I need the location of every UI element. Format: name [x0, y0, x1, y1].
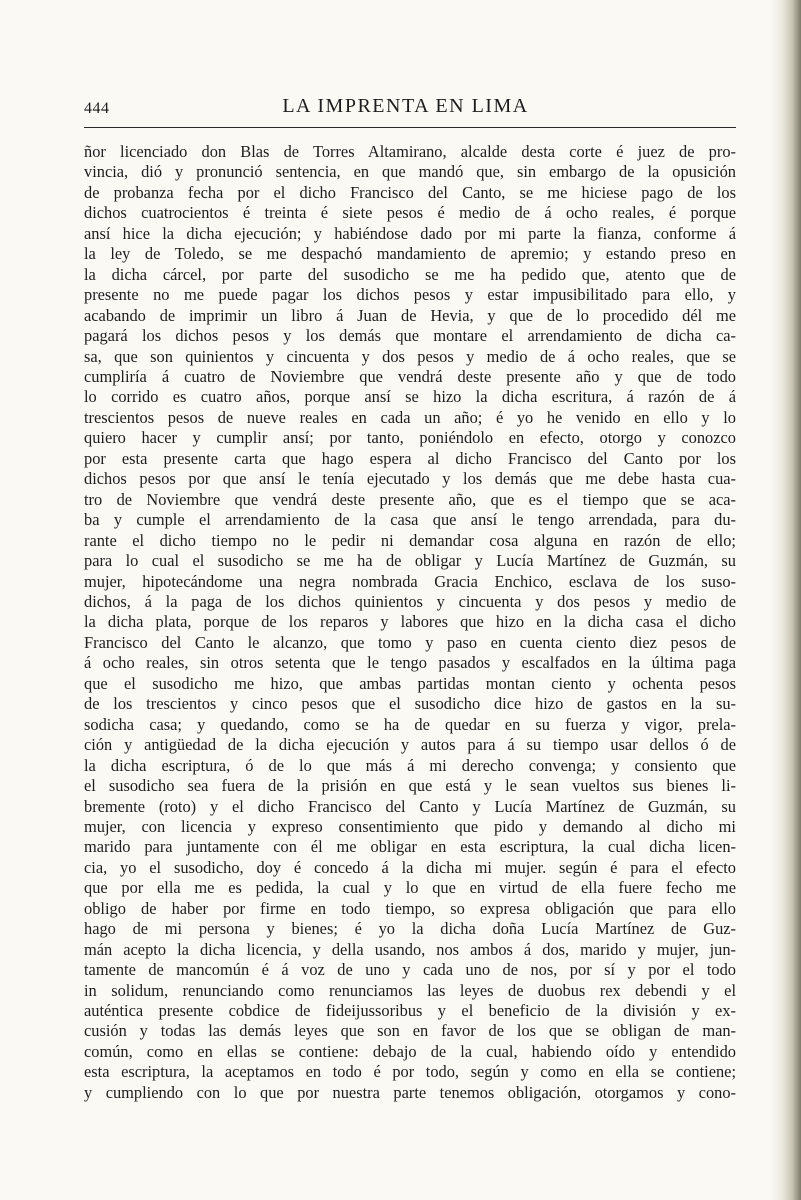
text-line: á ocho reales, sin otros setenta que le tengo pasados y escalfados en la última paga — [84, 653, 736, 673]
text-line: obligo de haber por firme en todo tiempo, so expresa obligación que para ello — [84, 898, 736, 918]
text-line: la dicha plata, porque de los reparos y labores que hizo en la dicha casa el dicho — [84, 612, 736, 632]
text-line: mán acepto la dicha licencia, y della usando, nos ambos á dos, marido y mujer, jun- — [84, 939, 736, 959]
text-line: dichos, á la paga de los dichos quinientos y cincuenta y dos pesos y medio de — [84, 591, 736, 611]
text-line: quiero hacer y cumplir ansí; por tanto, poniéndolo en efecto, otorgo y conozco — [84, 428, 736, 448]
text-line: por esta presente carta que hago espera al dicho Francisco del Canto por los — [84, 448, 736, 468]
text-line: sa, que son quinientos y cincuenta y dos pesos y medio de á ocho reales, que se — [84, 346, 736, 366]
text-line: ñor licenciado don Blas de Torres Altamirano, alcalde desta corte é juez de pro- — [84, 142, 736, 161]
text-line: la dicha escriptura, ó de lo que más á mi derecho convenga; y consiento que — [84, 755, 736, 775]
text-line: rante el dicho tiempo no le pedir ni demandar cosa alguna en razón de ello; — [84, 530, 736, 550]
text-line: lo corrido es cuatro años, porque ansí se hizo la dicha escritura, á razón de á — [84, 387, 736, 407]
text-line: la ley de Toledo, se me despachó mandamiento de apremio; y estando preso en — [84, 244, 736, 264]
text-line: para lo cual el susodicho se me ha de obligar y Lucía Martínez de Guzmán, su — [84, 551, 736, 571]
text-line: sodicha casa; y quedando, como se ha de quedar en su fuerza y vigor, prela- — [84, 714, 736, 734]
text-line: ción y antigüedad de la dicha ejecución y autos para á su tiempo usar dellos ó de — [84, 735, 736, 755]
text-line: acabando de imprimir un libro á Juan de Hevia, y que de lo procedido dél me — [84, 305, 736, 325]
body-text — [84, 142, 736, 1103]
text-line: esta escriptura, la aceptamos en todo é por todo, según y como en ella se contiene; — [84, 1062, 736, 1082]
text-line: la dicha cárcel, por parte del susodicho se me ha pedido que, atento que de — [84, 264, 736, 284]
text-line: trescientos pesos de nueve reales en cada un año; é yo he venido en ello y lo — [84, 407, 736, 427]
text-line: de probanza fecha por el dicho Francisco del Canto, se me hiciese pago de los — [84, 182, 736, 202]
text-line: ba y cumple el arrendamiento de la casa que ansí le tengo arrendada, para du- — [84, 510, 736, 530]
text-line: mujer, con licencia y expreso consentimiento que pido y demando al dicho mi — [84, 816, 736, 836]
text-line: común, como en ellas se contiene: debajo de la cual, habiendo oído y entendido — [84, 1041, 736, 1061]
text-line: de los trescientos y cinco pesos que el susodicho dice hizo de gastos en la su- — [84, 694, 736, 714]
text-line: Francisco del Canto le alcanzo, que tomo y paso en cuenta ciento diez pesos de — [84, 632, 736, 652]
text-line: marido para juntamente con él me obligar en esta escriptura, la cual dicha licen- — [84, 837, 736, 857]
text-line: bremente (roto) y el dicho Francisco del Canto y Lucía Martínez de Guzmán, su — [84, 796, 736, 816]
text-line: tamente de mancomún é á voz de uno y cada uno de nos, por sí y por el todo — [84, 960, 736, 980]
text-line: dichos pesos por que ansí le tenía ejecutado y los demás que me debe hasta cua- — [84, 469, 736, 489]
page-number: 444 — [84, 100, 110, 117]
text-line: cia, yo el susodicho, doy é concedo á la dicha mi mujer. según é para el efecto — [84, 857, 736, 877]
running-head: LA IMPRENTA EN LIMA — [282, 95, 529, 117]
text-line: mujer, hipotecándome una negra nombrada Gracia Enchico, esclava de los suso- — [84, 571, 736, 591]
text-line: pagará los dichos pesos y los demás que montare el arrendamiento de dicha ca- — [84, 326, 736, 346]
text-line: dichos cuatrocientos é treinta é siete pesos é medio de á ocho reales, é porque — [84, 203, 736, 223]
text-line: que el susodicho me hizo, que ambas partidas montan ciento y ochenta pesos — [84, 673, 736, 693]
text-line: cumpliría á cuatro de Noviembre que vendrá deste presente año y que de todo — [84, 366, 736, 386]
text-line: que por ella me es pedida, la cual y lo que en virtud de ella fuere fecho me — [84, 878, 736, 898]
text-line: in solidum, renunciando como renunciamos las leyes de duobus rex debendi y el — [84, 980, 736, 1000]
text-line: cusión y todas las demás leyes que son en favor de los que se obligan de man- — [84, 1021, 736, 1041]
text-line: tro de Noviembre que vendrá deste presente año, que es el tiempo que se aca- — [84, 489, 736, 509]
text-line: presente no me puede pagar los dichos pesos y estar impusibilitado para ello, y — [84, 285, 736, 305]
text-line: el susodicho sea fuera de la prisión en que está y le sean vueltos sus bienes li- — [84, 776, 736, 796]
text-line: y cumpliendo con lo que por nuestra parte tenemos obligación, otorgamos y cono- — [84, 1082, 736, 1102]
text-line: hago de mi persona y bienes; é yo la dicha doña Lucía Martínez de Guz- — [84, 919, 736, 939]
page-edge-shadow — [771, 0, 801, 1200]
text-line: ansí hice la dicha ejecución; y habiéndose dado por mi parte la fianza, conforme á — [84, 223, 736, 243]
text-line: auténtica presente cobdice de fideijussoribus y el beneficio de la división y ex- — [84, 1001, 736, 1021]
header-rule — [84, 127, 736, 128]
text-line: vincia, dió y pronunció sentencia, en que mandó que, sin embargo de la opusición — [84, 162, 736, 182]
